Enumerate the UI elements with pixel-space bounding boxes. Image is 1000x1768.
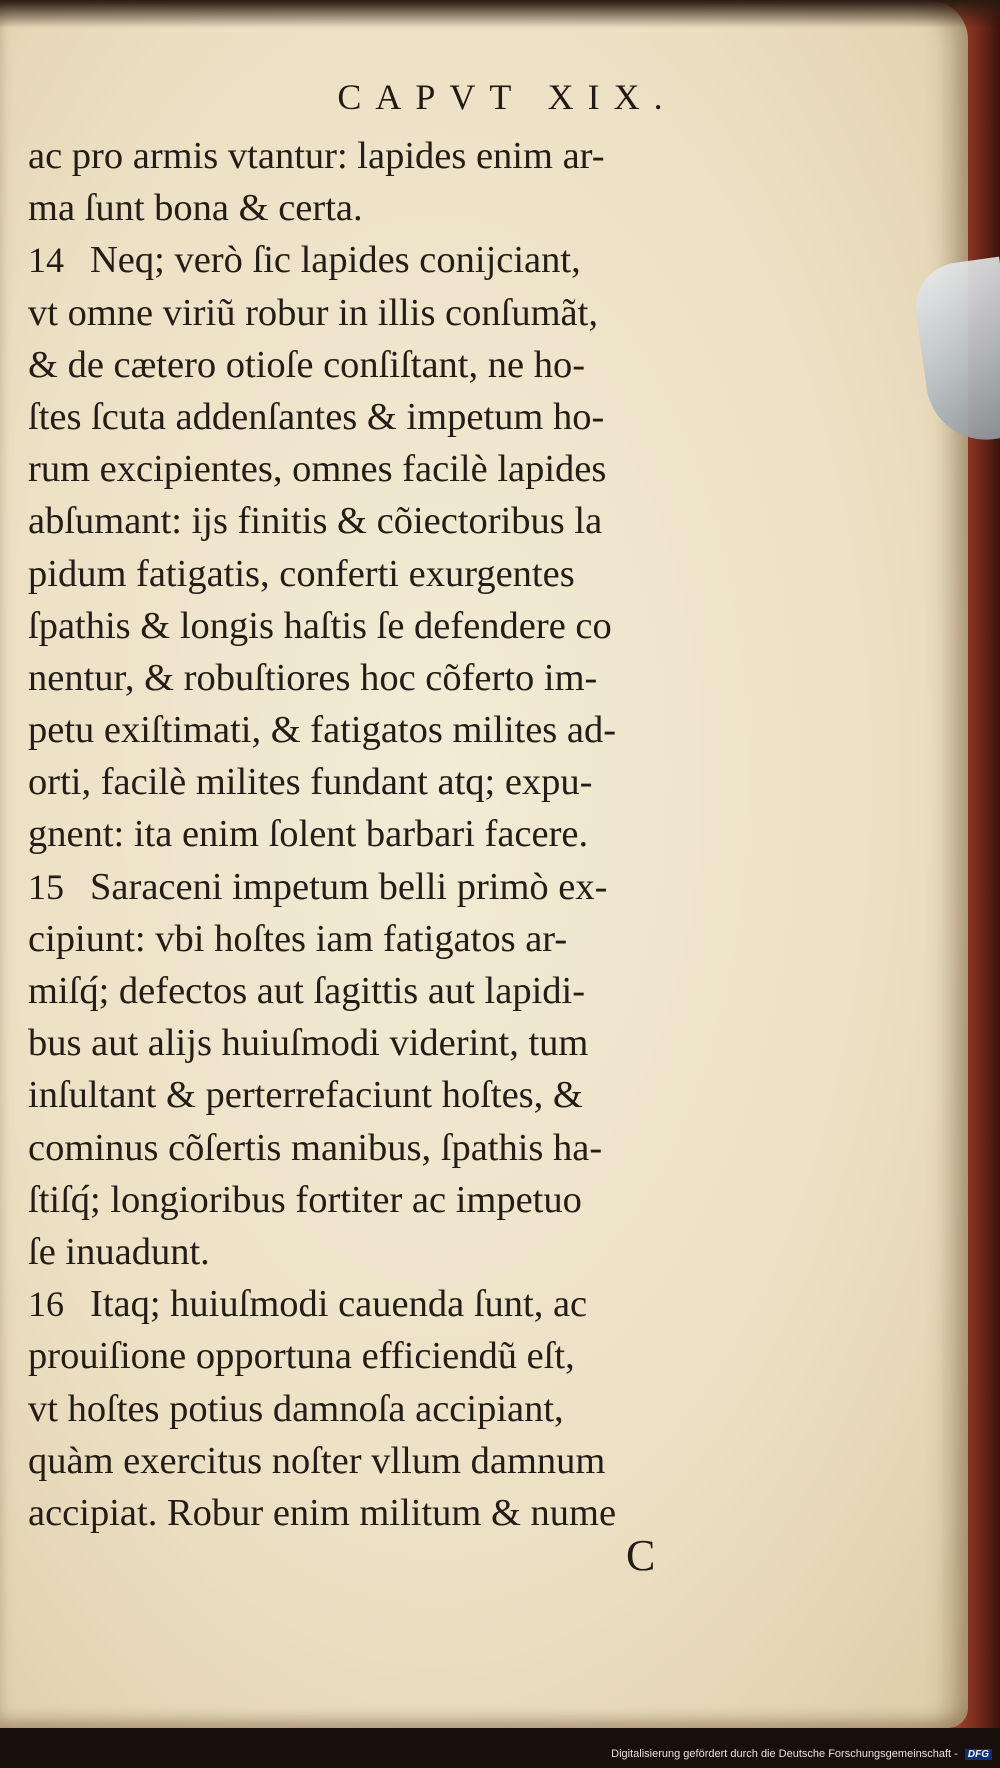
- paragraph-number: 15: [28, 866, 64, 907]
- line-text: pidum fatigatis, conferti exurgentes: [28, 552, 575, 595]
- footer-text: Digitalisierung gefördert durch die Deutsche Forschungsgemeinschaft -: [611, 1748, 958, 1760]
- line-text: ac pro armis vtantur: lapides enim ar-: [28, 135, 605, 177]
- text-line: [28, 1017, 768, 1069]
- line-text: orti, facilè milites fundant atq; expu-: [28, 761, 593, 804]
- text-line: [28, 1487, 768, 1539]
- text-line: [28, 1278, 768, 1330]
- line-text: quàm exercitus noſter vllum damnum: [28, 1439, 606, 1482]
- text-line: [28, 808, 768, 860]
- top-shadow: [0, 0, 1000, 28]
- text-line: [28, 287, 768, 339]
- text-line: [28, 548, 768, 600]
- text-line: [28, 1330, 768, 1382]
- line-text: ſtiſq́; longioribus fortiter ac impetuo: [28, 1178, 582, 1221]
- line-text: petu exiſtimati, & fatigatos milites ad-: [28, 709, 617, 752]
- signature-mark: C: [626, 1531, 656, 1580]
- text-line: [28, 704, 768, 756]
- line-text: cominus cõſertis manibus, ſpathis ha-: [28, 1126, 603, 1169]
- text-line: [28, 861, 768, 913]
- text-line: [28, 443, 768, 495]
- text-line: [28, 495, 768, 547]
- text-line: [28, 1069, 768, 1121]
- text-line: [28, 391, 768, 443]
- line-text: rum excipientes, omnes facilè lapides: [28, 448, 607, 491]
- paragraph-number: 16: [28, 1284, 64, 1325]
- text-line: [28, 965, 768, 1017]
- line-text: vt omne viriũ robur in illis conſumãt,: [28, 291, 598, 334]
- line-text: accipiat. Robur enim militum & nume: [28, 1491, 617, 1534]
- dfg-logo: DFG: [965, 1749, 992, 1760]
- footer-credit: [611, 1748, 992, 1760]
- line-text: vt hoſtes potius damnoſa accipiant,: [28, 1387, 564, 1430]
- text-line: [28, 1226, 768, 1278]
- text-line: [28, 1383, 768, 1435]
- line-text: Itaq; huiuſmodi cauenda ſunt, ac: [90, 1283, 588, 1326]
- line-text: ſe inuadunt.: [28, 1230, 210, 1273]
- text-line: [28, 1435, 768, 1487]
- line-text: & de cætero otioſe conſiſtant, ne ho-: [28, 343, 586, 386]
- line-text: gnent: ita enim ſolent barbari facere.: [28, 813, 589, 856]
- text-line: [28, 652, 768, 704]
- line-text: bus aut alijs huiuſmodi viderint, tum: [28, 1022, 589, 1065]
- line-text: Neq; verò ſic lapides conijciant,: [90, 239, 581, 282]
- text-block: [28, 130, 768, 1539]
- text-line: [28, 130, 768, 182]
- line-text: abſumant: ijs finitis & cõiectoribus la: [28, 500, 603, 543]
- text-line: [28, 756, 768, 808]
- line-text: Saraceni impetum belli primò ex-: [90, 865, 608, 908]
- line-text: miſq́; defectos aut ſagittis aut lapidi-: [28, 970, 586, 1012]
- line-text: ma ſunt bona & certa.: [28, 187, 363, 230]
- text-line: [28, 234, 768, 286]
- line-text: prouiſione opportuna efficiendũ eſt,: [28, 1335, 575, 1378]
- chapter-header: CAPVT XIX.: [337, 77, 677, 117]
- line-text: ſpathis & longis haſtis ſe defendere co: [28, 604, 612, 647]
- text-line: [28, 913, 768, 965]
- text-line: [28, 1122, 768, 1174]
- text-line: [28, 600, 768, 652]
- line-text: ſtes ſcuta addenſantes & impetum ho-: [28, 395, 605, 438]
- text-line: [28, 1174, 768, 1226]
- text-line: [28, 339, 768, 391]
- line-text: inſultant & perterrefaciunt hoſtes, &: [28, 1074, 583, 1117]
- paragraph-number: 14: [28, 240, 64, 281]
- line-text: nentur, & robuſtiores hoc cõferto im-: [28, 656, 598, 699]
- line-text: cipiunt: vbi hoſtes iam fatigatos ar-: [28, 917, 568, 960]
- text-line: [28, 182, 768, 234]
